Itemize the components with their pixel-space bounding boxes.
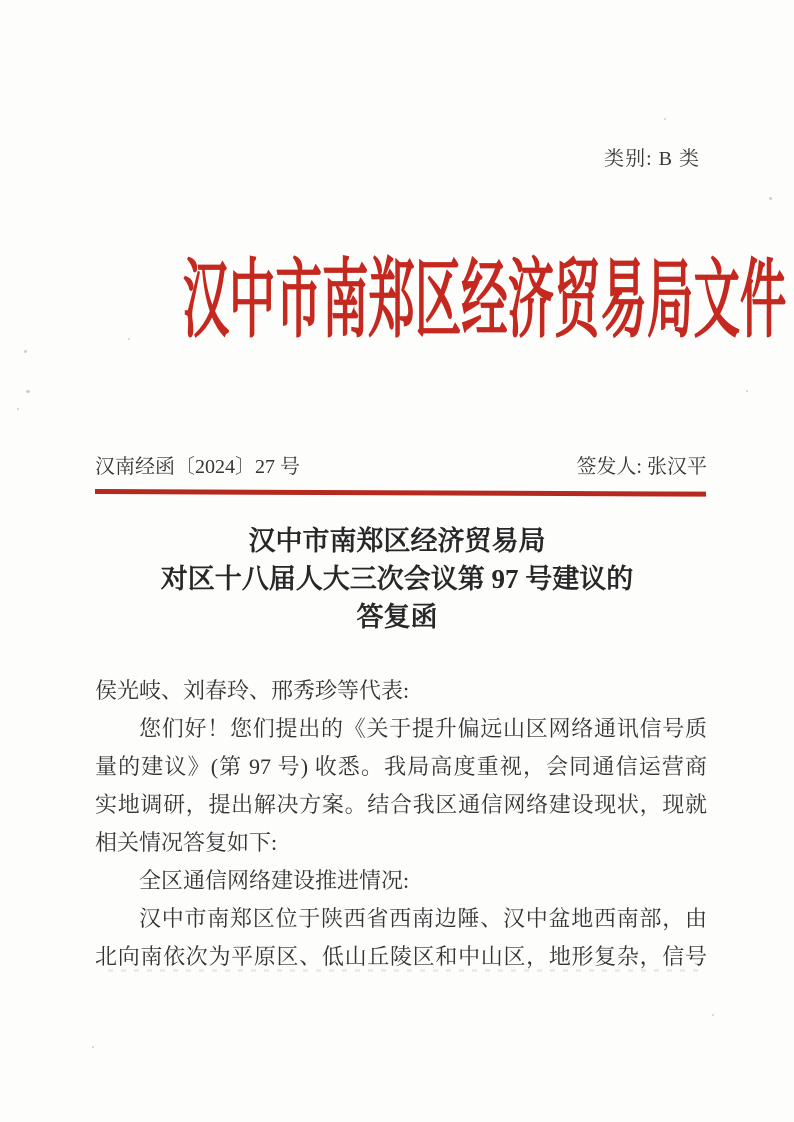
letter-title-line: 对区十八届人大三次会议第 97 号建议的 [160, 564, 634, 594]
scan-noise-speck [92, 1046, 94, 1048]
scan-noise-speck [17, 408, 19, 410]
category-label: 类别: B 类 [604, 148, 700, 170]
body-line-salutation: 侯光岐、刘春玲、邢秀珍等代表: [95, 678, 410, 703]
red-divider-line [95, 489, 706, 497]
letter-title [0, 522, 794, 636]
document-meta-row [95, 450, 707, 479]
scan-noise-speck [24, 350, 27, 353]
issuer-name: 签发人: 张汉平 [576, 456, 707, 478]
scan-noise-speck [664, 118, 666, 120]
scan-noise-speck [712, 1014, 714, 1016]
letter-title-line: 汉中市南郑区经济贸易局 [248, 526, 546, 556]
scan-noise-ghost-text-band [108, 969, 700, 972]
body-line: 全区通信网络建设推进情况: [139, 868, 410, 893]
scan-noise-speck [769, 197, 772, 200]
red-letterhead-title: 汉中市南郑区经济贸易局文件 [182, 252, 787, 348]
scan-noise-speck [26, 390, 30, 393]
letter-title-line: 答复函 [356, 602, 438, 632]
scan-noise-speck [746, 390, 748, 392]
doc-number: 汉南经函〔2024〕27 号 [95, 456, 300, 478]
body-line: 实地调研，提出解决方案。结合我区通信网络建设现状，现就 [95, 792, 707, 817]
body-line: 汉中市南郑区位于陕西省西南边陲、汉中盆地西南部，由 [139, 906, 707, 931]
body-line: 量的建议》(第 97 号) 收悉。我局高度重视，会同通信运营商 [95, 754, 707, 779]
letter-body [95, 672, 707, 976]
body-line: 相关情况答复如下: [95, 830, 278, 855]
body-line: 北向南依次为平原区、低山丘陵区和中山区，地形复杂，信号 [95, 944, 707, 969]
body-line: 您们好！您们提出的《关于提升偏远山区网络通讯信号质 [139, 716, 707, 741]
scan-noise-speck [128, 338, 130, 340]
